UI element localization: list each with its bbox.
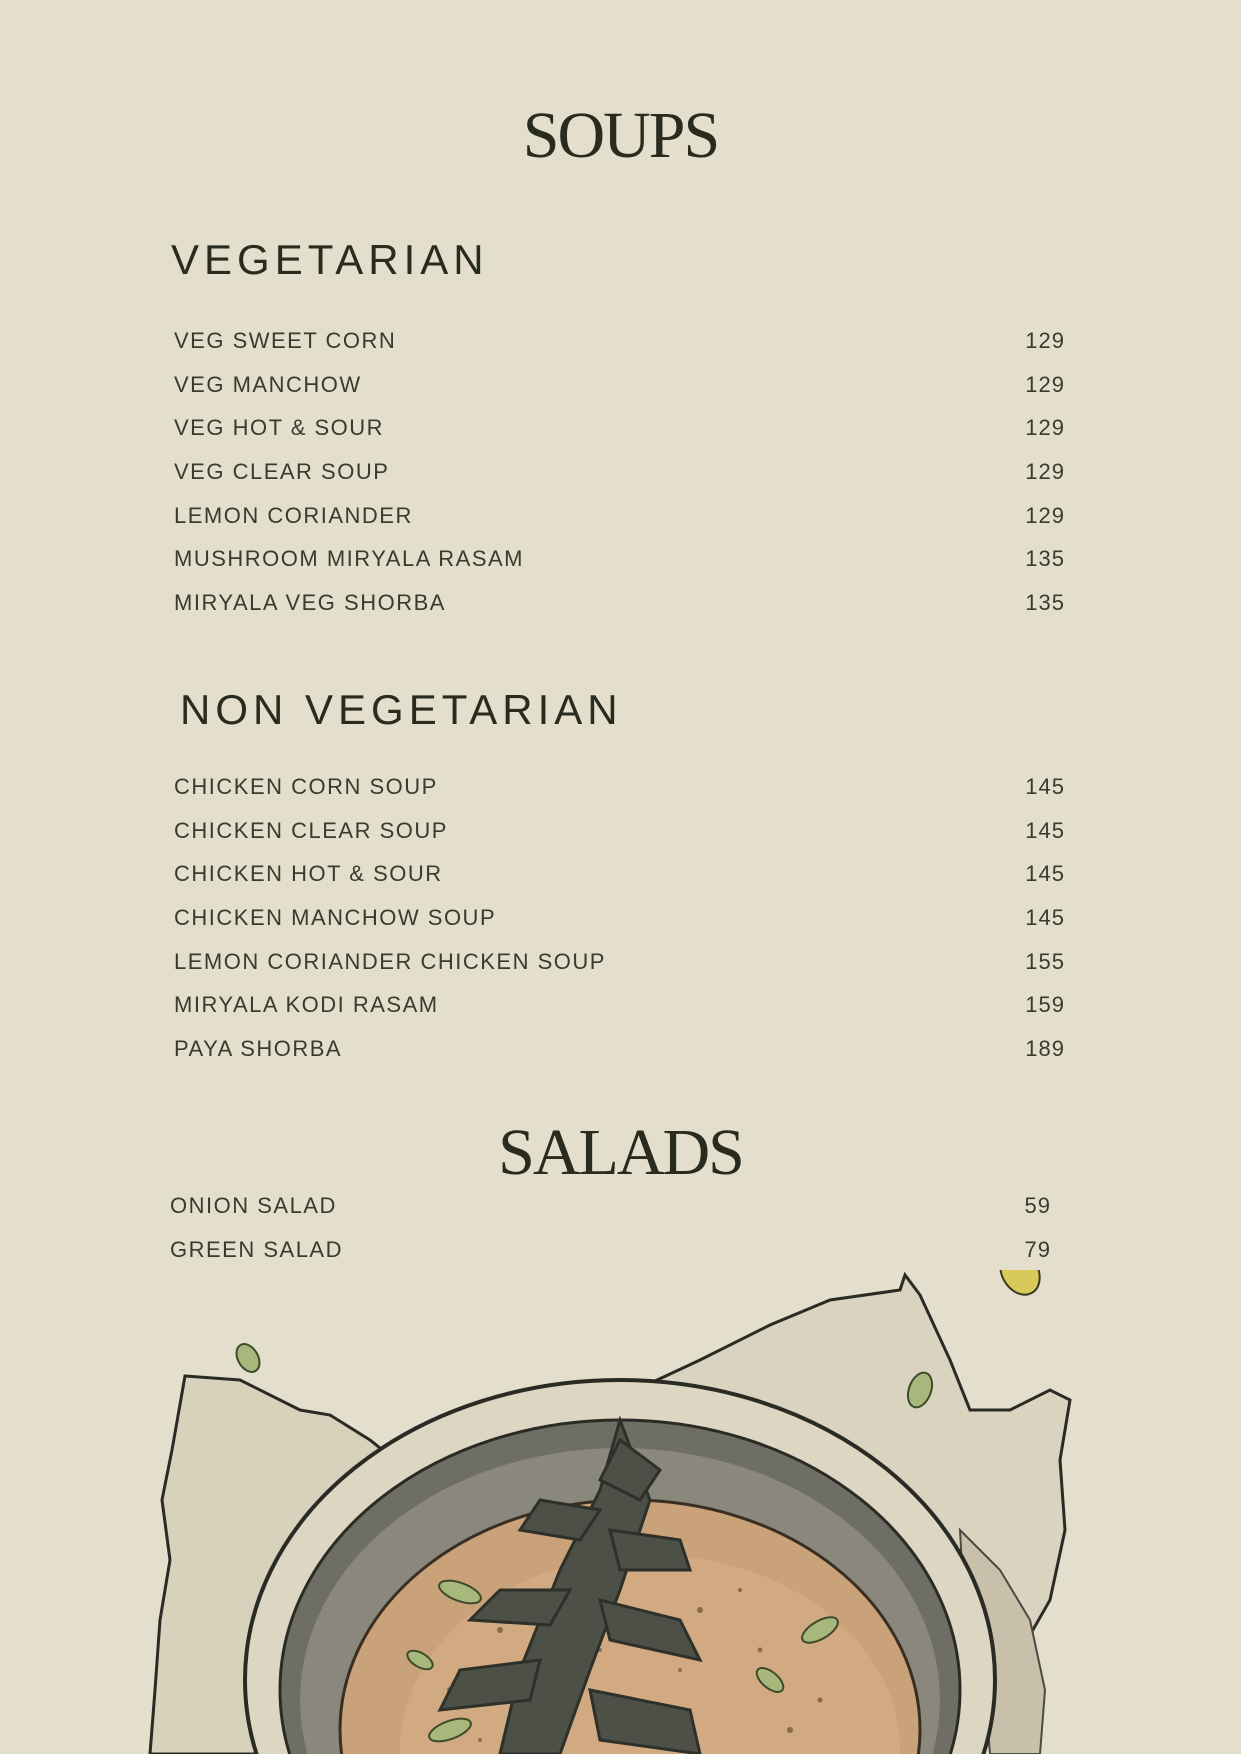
menu-item bbox=[174, 818, 1065, 862]
item-name: VEG MANCHOW bbox=[174, 371, 362, 397]
item-name: LEMON CORIANDER bbox=[174, 502, 413, 528]
item-price: 129 bbox=[1025, 502, 1065, 528]
menu-item bbox=[174, 372, 1065, 416]
menu-item bbox=[174, 328, 1065, 372]
item-name: ONION SALAD bbox=[170, 1193, 337, 1218]
non-vegetarian-heading: NON VEGETARIAN bbox=[180, 686, 623, 733]
item-name: MIRYALA KODI RASAM bbox=[174, 992, 439, 1018]
menu-item bbox=[174, 415, 1065, 459]
item-price: 135 bbox=[1025, 546, 1065, 572]
item-name: VEG HOT & SOUR bbox=[174, 415, 385, 441]
item-name: MUSHROOM MIRYALA RASAM bbox=[174, 546, 525, 572]
item-price: 145 bbox=[1025, 774, 1065, 799]
item-price: 155 bbox=[1025, 948, 1065, 974]
menu-item bbox=[174, 905, 1065, 949]
menu-item bbox=[174, 503, 1065, 547]
item-name: CHICKEN HOT & SOUR bbox=[174, 861, 443, 887]
item-name: VEG CLEAR SOUP bbox=[174, 459, 390, 485]
item-name: CHICKEN CLEAR SOUP bbox=[174, 817, 448, 843]
salads-heading: SALADS bbox=[498, 1116, 743, 1189]
menu-item bbox=[174, 459, 1065, 503]
item-price: 145 bbox=[1025, 861, 1065, 887]
item-price: 145 bbox=[1025, 817, 1065, 843]
menu-item bbox=[174, 590, 1065, 634]
menu-item bbox=[174, 861, 1065, 905]
item-price: 159 bbox=[1025, 992, 1065, 1018]
item-price: 59 bbox=[1024, 1193, 1051, 1218]
item-price: 129 bbox=[1025, 459, 1065, 485]
item-price: 129 bbox=[1025, 328, 1065, 353]
menu-item bbox=[174, 774, 1065, 818]
menu-item bbox=[174, 546, 1065, 590]
item-price: 135 bbox=[1025, 590, 1065, 616]
item-price: 79 bbox=[1024, 1236, 1051, 1262]
menu-item bbox=[174, 1036, 1065, 1080]
item-name: CHICKEN MANCHOW SOUP bbox=[174, 905, 497, 931]
menu-item bbox=[174, 949, 1065, 993]
soups-heading: SOUPS bbox=[522, 99, 719, 172]
item-price: 189 bbox=[1025, 1036, 1065, 1062]
menu-item bbox=[170, 1193, 1051, 1237]
item-name: VEG SWEET CORN bbox=[174, 328, 397, 353]
item-price: 129 bbox=[1025, 415, 1065, 441]
soup-bowl-illustration bbox=[0, 1270, 1241, 1754]
item-name: PAYA SHORBA bbox=[174, 1036, 343, 1062]
item-name: GREEN SALAD bbox=[170, 1236, 343, 1262]
vegetarian-heading: VEGETARIAN bbox=[171, 236, 489, 283]
item-price: 145 bbox=[1025, 905, 1065, 931]
salad-list bbox=[170, 1193, 1051, 1280]
item-price: 129 bbox=[1025, 371, 1065, 397]
item-name: MIRYALA VEG SHORBA bbox=[174, 590, 446, 616]
non-vegetarian-soup-list bbox=[174, 774, 1065, 1080]
lemon-slice bbox=[992, 1270, 1047, 1302]
item-name: LEMON CORIANDER CHICKEN SOUP bbox=[174, 948, 606, 974]
item-name: CHICKEN CORN SOUP bbox=[174, 774, 438, 799]
menu-item bbox=[174, 992, 1065, 1036]
vegetarian-soup-list bbox=[174, 328, 1065, 634]
